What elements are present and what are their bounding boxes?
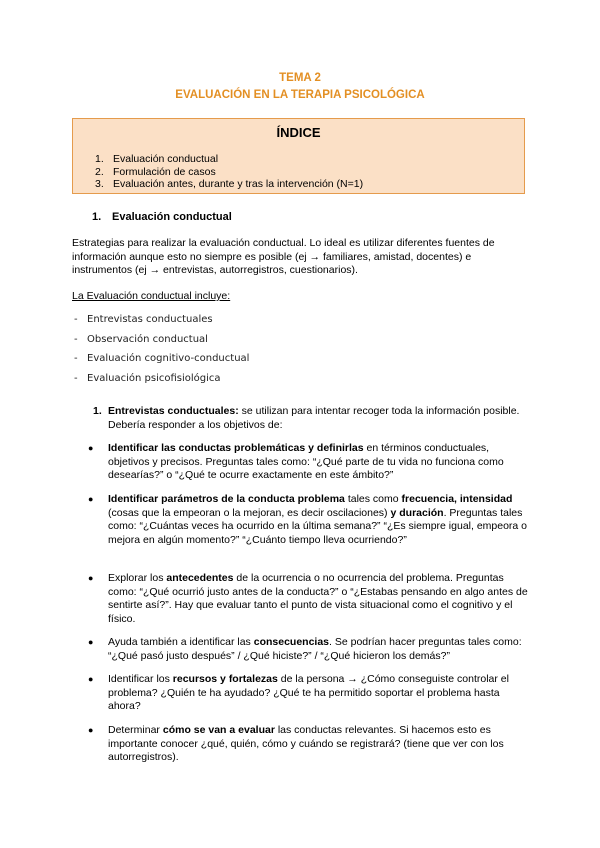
tema-subtitle: EVALUACIÓN EN LA TERAPIA PSICOLÓGICA	[175, 89, 425, 101]
list-item: - Observación conductual	[74, 333, 208, 345]
bullet-item: ● Identificar parámetros de la conducta problema tales como frecuencia, intensidad (cosas que la empeoran o la mejoran, es decir oscilaciones) y duración. Preguntas tales como: “¿Cuántas veces ha ocurrido en la última semana?” “¿Es siempre igual, empeora o mejora en algún momento?” “¿Cuánto tiempo lleva ocurriendo?”	[88, 493, 528, 546]
intro-paragraph: Estrategias para realizar la evaluación conductual. Lo ideal es utilizar diferentes fuentes de información aunque esto no siempre es posible (ej → familiares, amistad, docentes) e instrumentos (ej → entrevistas, autorregistros, cuestionarios).	[72, 237, 495, 276]
index-title: ÍNDICE	[276, 125, 321, 140]
bullet-icon: ●	[88, 443, 94, 453]
index-list	[95, 153, 363, 191]
index-item: 3. Evaluación antes, durante y tras la intervención (N=1)	[95, 178, 364, 190]
includes-label: La Evaluación conductual incluye:	[72, 290, 231, 302]
document-page: TEMA 2 EVALUACIÓN EN LA TERAPIA PSICOLÓGICA ÍNDICE 1. Evaluación conductual 2. Formulación de casos 3. Evaluación antes, durante y tras la intervención (N=1) 1. Evaluación conductual Estrategias para realizar la evaluación conductual. Lo ideal es utilizar diferentes fuentes de información aunque esto no siempre es posible (ej → familiares, amistad, docentes) e instrumentos (ej → entrevistas, autorregistros, cuestionarios). La Evaluación conductual incluye: - Entrevistas conductuales - Observación conductual - Evaluación cognitivo-conductual - Evaluación psicofisiológica 1. Entrevistas conductuales: se utilizan para intentar recoger toda la información posible. Debería responder a los objetivos de: ● Identificar las conductas problemáticas y definirlas en términos conductuales, objetivos y precisos. Preguntas tales como: “¿Qué parte de tu vida no funciona como desearías?” o “¿Qué te ocurre exactamente en este ámbito?” ● Identificar parámetros de la conducta problema tales como frecuencia, intensidad (cosas que la empeoran o la mejoran, es decir oscilaciones) y duración. Preguntas tales como: “¿Cuántas veces ha ocurrido en la última semana?” “¿Es siempre igual, empeora o mejora en algún momento?” “¿Cuánto tiempo lleva ocurriendo?” ● Explorar los antecedentes de la ocurrencia o no ocurrencia del problema. Preguntas como: “¿Qué ocurrió justo antes de la conducta?” o “¿Estabas pensando en algo antes de sentirte así?”. Hay que evaluar tanto el punto de vista situacional como el cognitivo y el físico. ● Ayuda también a identificar las consecuencias. Se podrían hacer preguntas tales como: “¿Qué pasó justo después” / ¿Qué hiciste?” / “¿Qué hicieron los demás?” ● Identificar los recursos y fortalezas de la persona → ¿Cómo conseguiste controlar el problema? ¿Quién te ha ayudado? ¿Qué te ha permitido soportar el problema hasta ahora? ● Determinar cómo se van a evaluar las conductas relevantes. Si hacemos esto es importante conocer ¿qué, quién, cómo y cuándo se registrará? (tiene que ver con los autorregistros).	[0, 0, 600, 848]
bullet-icon: ●	[88, 674, 94, 684]
bullet-item: ● Identificar los recursos y fortalezas de la persona → ¿Cómo conseguiste controlar el problema? ¿Quién te ha ayudado? ¿Qué te ha permitido soportar el problema hasta ahora?	[88, 673, 509, 712]
bullet-icon: ●	[88, 573, 94, 583]
bullet-icon: ●	[88, 725, 94, 735]
entrevistas-item: 1. Entrevistas conductuales: se utilizan para intentar recoger toda la información posible. Debería responder a los objetivos de:	[93, 405, 520, 431]
index-box	[72, 118, 525, 194]
list-item: - Entrevistas conductuales	[74, 314, 213, 325]
list-item: - Evaluación cognitivo-conductual	[74, 353, 250, 364]
bullet-icon: ●	[88, 637, 94, 647]
index-item: 1. Evaluación conductual	[95, 153, 219, 165]
tema-title: TEMA 2	[279, 72, 321, 84]
bullet-icon: ●	[88, 494, 94, 504]
bullet-item: ● Identificar las conductas problemáticas y definirlas en términos conductuales, objetivos y precisos. Preguntas tales como: “¿Qué parte de tu vida no funciona como desearías?” o “¿Qué te ocurre exactamente en este ámbito?”	[88, 442, 504, 481]
bullet-item: ● Ayuda también a identificar las consecuencias. Se podrían hacer preguntas tales como: “¿Qué pasó justo después” / ¿Qué hiciste?” / “¿Qué hicieron los demás?”	[88, 636, 522, 662]
bullet-item: ● Determinar cómo se van a evaluar las conductas relevantes. Si hacemos esto es importante conocer ¿qué, quién, cómo y cuándo se registrará? (tiene que ver con los autorregistros).	[88, 724, 504, 763]
index-item: 2. Formulación de casos	[95, 165, 216, 178]
bullet-item: ● Explorar los antecedentes de la ocurrencia o no ocurrencia del problema. Preguntas como: “¿Qué ocurrió justo antes de la conducta?” o “¿Estabas pensando en algo antes de sentirte así?”. Hay que evaluar tanto el punto de vista situacional como el cognitivo y el físico.	[88, 572, 528, 625]
evaluation-types-list	[74, 314, 249, 392]
list-item: - Evaluación psicofisiológica	[74, 372, 221, 384]
